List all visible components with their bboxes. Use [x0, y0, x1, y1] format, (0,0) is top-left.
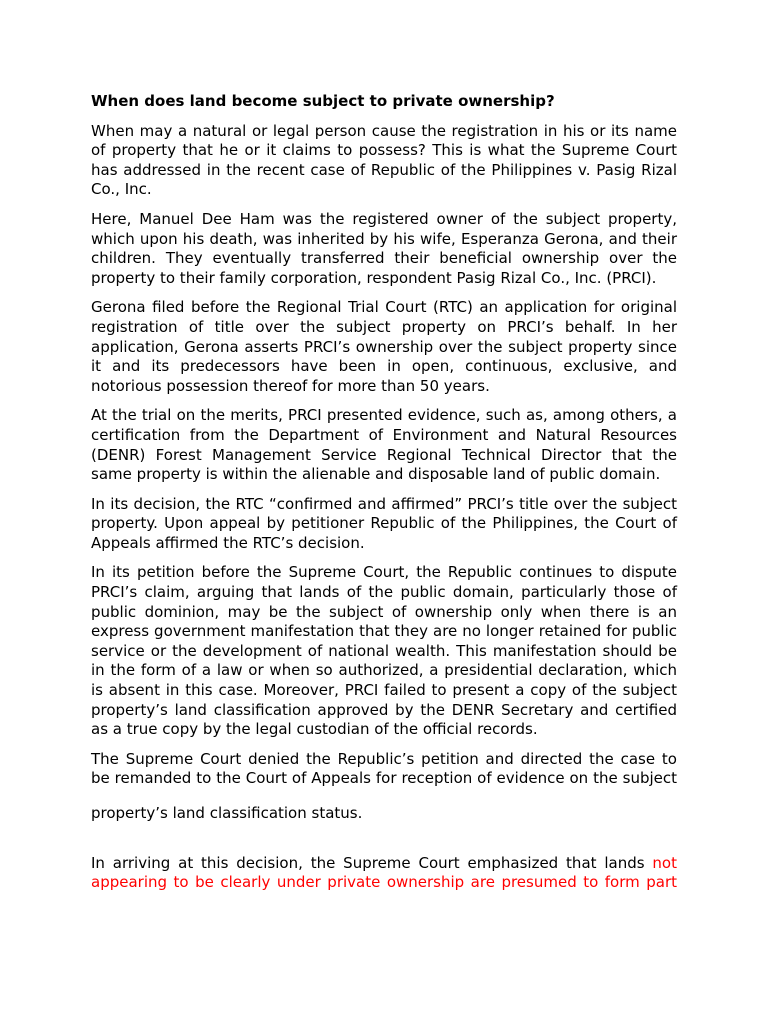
paragraph-1: When may a natural or legal person cause the registration in his or its name of property that he or it claims to possess? This is what the Supreme Court has addressed in the recent case of Republic of the Philippines v. Pasig Rizal Co., Inc. [91, 121, 677, 199]
paragraph-5: In its decision, the RTC “confirmed and affirmed” PRCI’s title over the subject property. Upon appeal by petitioner Republic of the Philippines, the Court of Appeals affirmed the RTC’s decision. [91, 494, 677, 552]
paragraph-2: Here, Manuel Dee Ham was the registered owner of the subject property, which upon his death, was inherited by his wife, Esperanza Gerona, and their children. They eventually transferred their beneficial ownership over the property to their family corporation, respondent Pasig Rizal Co., Inc. (PRCI). [91, 209, 677, 287]
paragraph-4: At the trial on the merits, PRCI presented evidence, such as, among others, a certification from the Department of Environment and Natural Resources (DENR) Forest Management Service Regional Technical Director that the same property is within the alienable and disposable land of public domain. [91, 406, 677, 484]
paragraph-8 [91, 854, 677, 893]
paragraph-6: In its petition before the Supreme Court, the Republic continues to dispute PRCI’s claim, arguing that lands of the public domain, particularly those of public dominion, may be the subject of ownership only when there is an express government manifestation that they are no longer retained for public service or the development of national wealth. This manifestation should be in the form of a law or when so authorized, a presidential declaration, which is absent in this case. Moreover, PRCI failed to present a copy of the subject property’s land classification approved by the DENR Secretary and certified as a true copy by the legal custodian of the official records. [91, 563, 677, 739]
paragraph-7-part-2: property’s land classification status. [91, 804, 363, 822]
paragraph-3: Gerona filed before the Regional Trial Court (RTC) an application for original registration of title over the subject property on PRCI’s behalf. In her application, Gerona asserts PRCI’s ownership over the subject property since it and its predecessors have been in open, continuous, exclusive, and notorious possession thereof for more than 50 years. [91, 298, 677, 395]
paragraph-7-part-1: The Supreme Court denied the Republic’s petition and directed the case to be remanded to the Court of Appeals for reception of evidence on the subject [91, 749, 677, 788]
document-title: When does land become subject to private ownership? [91, 92, 555, 110]
highlighted-text: not appearing to be clearly under private ownership are presumed to form part [91, 853, 677, 892]
document-body [91, 92, 677, 903]
paragraph-8-lead-text: In arriving at this decision, the Supreme Court emphasized that lands [91, 853, 653, 872]
